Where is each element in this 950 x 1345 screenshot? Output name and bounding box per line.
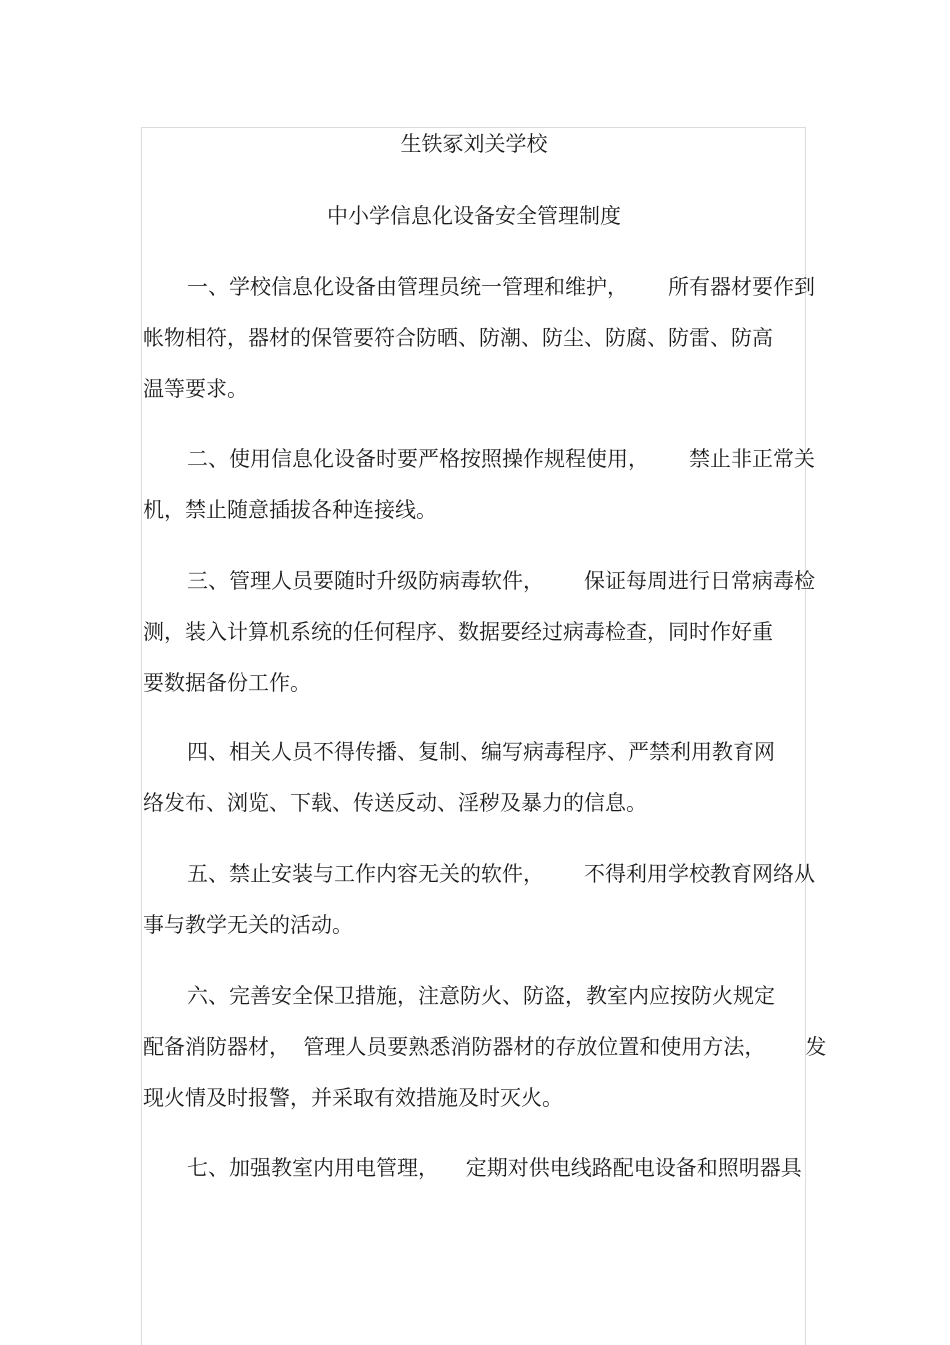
paragraph-line: 六、完善安全保卫措施，注意防火、防盗，教室内应按防火规定 xyxy=(187,984,775,1008)
section-2 xyxy=(143,434,816,536)
paragraph-line: 帐物相符，器材的保管要符合防晒、防潮、防尘、防腐、防雷、防高 xyxy=(143,326,773,350)
section-3 xyxy=(143,556,816,709)
paragraph-line: 测，装入计算机系统的任何程序、数据要经过病毒检查，同时作好重 xyxy=(143,620,773,644)
section-5 xyxy=(143,849,816,951)
paragraph-line: 温等要求。 xyxy=(143,377,248,401)
paragraph-line: 四、相关人员不得传播、复制、编写病毒程序、严禁利用教育网 xyxy=(187,740,775,764)
paragraph-line: 要数据备份工作。 xyxy=(143,671,311,695)
section-6 xyxy=(143,971,827,1124)
document-title: 中小学信息化设备安全管理制度 xyxy=(327,204,621,228)
paragraph-line: 事与教学无关的活动。 xyxy=(143,913,353,937)
section-7 xyxy=(143,1143,805,1194)
paragraph-line: 二、使用信息化设备时要严格按照操作规程使用， 禁止非正常关 xyxy=(187,447,816,471)
paragraph-line: 络发布、浏览、下载、传送反动、淫秽及暴力的信息。 xyxy=(143,791,647,815)
paragraph-line: 配备消防器材， 管理人员要熟悉消防器材的存放位置和使用方法， 发 xyxy=(143,1035,827,1059)
section-4 xyxy=(143,727,805,829)
paragraph-line: 机，禁止随意插拔各种连接线。 xyxy=(143,498,437,522)
paragraph-line: 一、学校信息化设备由管理员统一管理和维护， 所有器材要作到 xyxy=(187,275,816,299)
section-1 xyxy=(143,262,816,415)
paragraph-line: 七、加强教室内用电管理， 定期对供电线路配电设备和照明器具 xyxy=(187,1156,802,1180)
paragraph-line: 现火情及时报警，并采取有效措施及时灭火。 xyxy=(143,1086,563,1110)
paragraph-line: 三、管理人员要随时升级防病毒软件， 保证每周进行日常病毒检 xyxy=(187,569,816,593)
school-name: 生铁冢刘关学校 xyxy=(400,132,548,156)
paragraph-line: 五、禁止安装与工作内容无关的软件， 不得利用学校教育网络从 xyxy=(187,862,816,886)
